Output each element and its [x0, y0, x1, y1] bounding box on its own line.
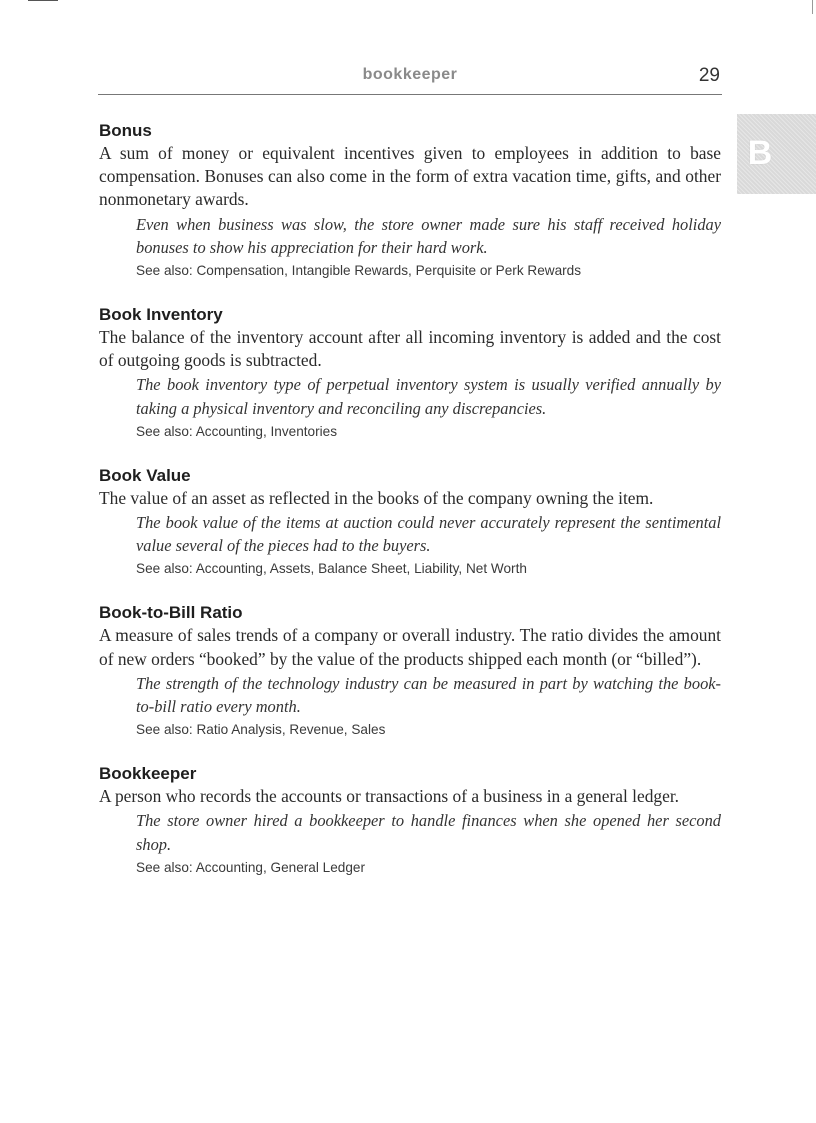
- entry-example: The strength of the technology industry can be measured in part by watching the book-to-bill ratio every month.: [136, 673, 721, 717]
- entry-bookkeeper: [99, 763, 721, 877]
- entry-book-value: [99, 465, 721, 579]
- entry-term: Book Value: [99, 465, 191, 485]
- section-thumb-tab: [737, 114, 816, 194]
- page-header: [98, 66, 722, 95]
- entry-definition: The value of an asset as reflected in the books of the company owning the item.: [99, 487, 654, 508]
- entry-term: Bonus: [99, 121, 152, 140]
- crop-mark-right: [812, 0, 813, 14]
- entry-book-inventory: [99, 304, 721, 441]
- entry-see-also: See also: Accounting, General Ledger: [136, 859, 365, 875]
- entry-example: The book inventory type of perpetual inventory system is usually verified annually by taking a physical inventory and reconciling any discrepancies.: [136, 375, 721, 418]
- entry-book-to-bill-ratio: [99, 602, 721, 739]
- entry-example: The store owner hired a bookkeeper to handle finances when she opened her second shop.: [136, 811, 721, 854]
- entry-definition: A measure of sales trends of a company or overall industry. The ratio divides the amount of new orders “booked” by the value of the products shipped each month (or “billed”).: [99, 625, 721, 669]
- crop-mark-left: [28, 0, 58, 1]
- entry-term: Book Inventory: [99, 305, 223, 325]
- entry-term: Book-to-Bill Ratio: [99, 603, 243, 623]
- entry-definition: A person who records the accounts or transactions of a business in a general ledger.: [99, 786, 679, 807]
- section-letter: B: [747, 134, 773, 172]
- entry-see-also: See also: Compensation, Intangible Rewards, Perquisite or Perk Rewards: [136, 263, 582, 279]
- entry-term: Bookkeeper: [99, 764, 197, 784]
- entry-definition: The balance of the inventory account after all incoming inventory is added and the cost of outgoing goods is subtracted.: [99, 327, 721, 371]
- entry-example: The book value of the items at auction could never accurately represent the sentimental value several of the pieces had to the buyers.: [136, 513, 721, 556]
- entry-see-also: See also: Accounting, Assets, Balance Sheet, Liability, Net Worth: [136, 561, 527, 577]
- running-head: bookkeeper: [362, 66, 458, 83]
- page-number: 29: [698, 65, 720, 86]
- entry-see-also: See also: Accounting, Inventories: [136, 423, 338, 439]
- entry-bonus: [99, 120, 721, 280]
- entry-see-also: See also: Ratio Analysis, Revenue, Sales: [136, 722, 386, 738]
- glossary-content: [99, 120, 721, 901]
- entry-definition: A sum of money or equivalent incentives given to employees in addition to base compensation. Bonuses can also come in the form of extra vacation time, gifts, and other nonmonetary awards.: [99, 143, 721, 210]
- entry-example: Even when business was slow, the store owner made sure his staff received holiday bonuses to show his appreciation for their hard work.: [136, 214, 721, 257]
